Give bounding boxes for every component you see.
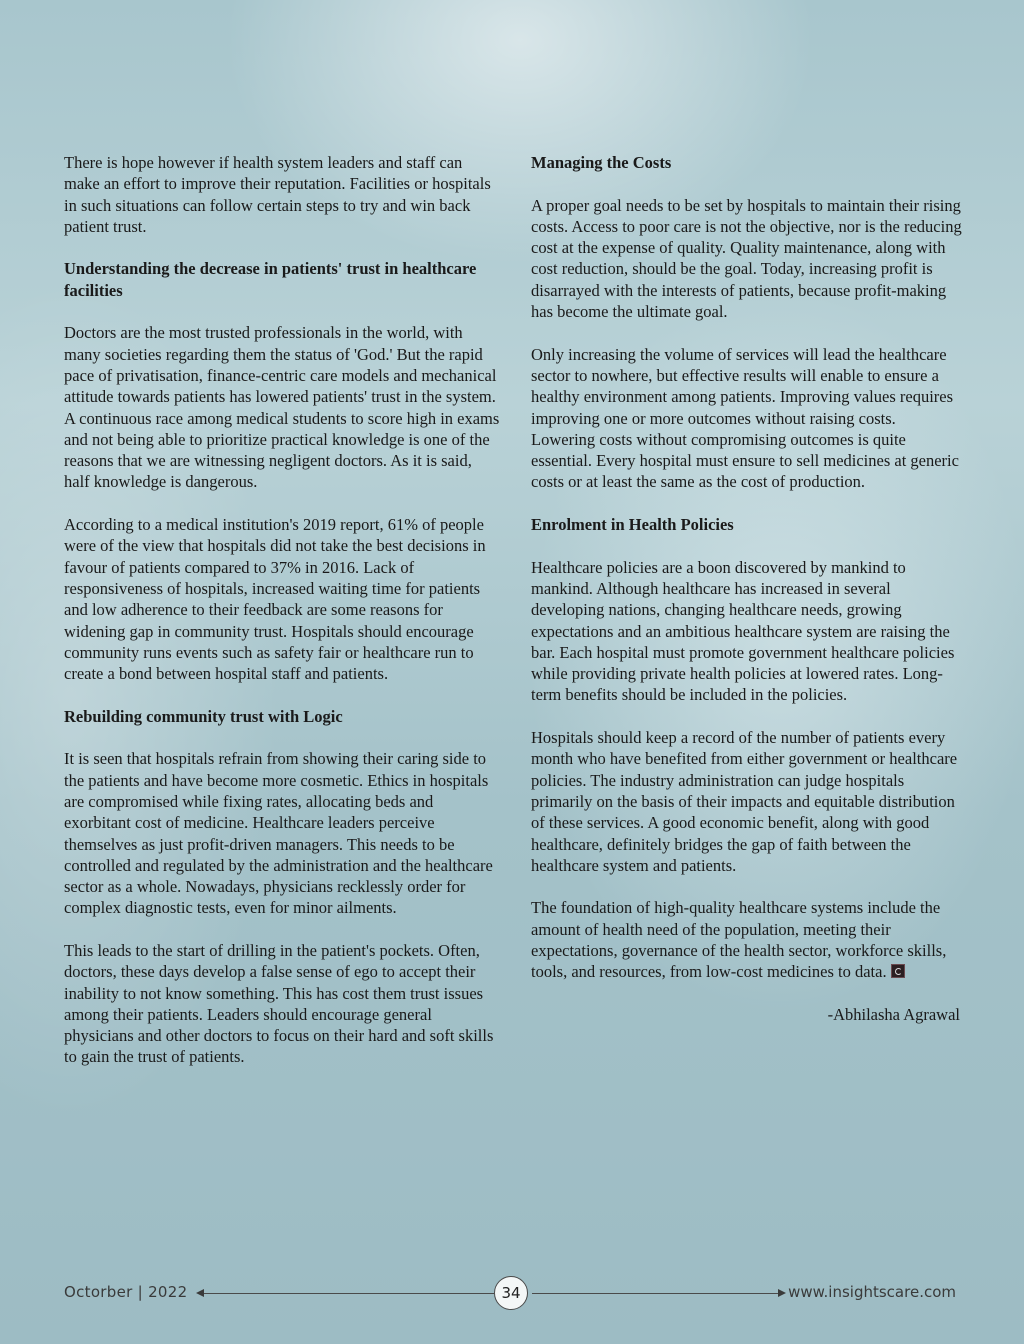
website-link[interactable]: www.insightscare.com — [788, 1283, 956, 1301]
final-paragraph — [531, 897, 963, 982]
paragraph: There is hope however if health system leaders and staff can make an effort to improve their reputation. Facilities or hospitals in such situations can follow certain steps to try and win back patient trust. — [64, 153, 491, 236]
paragraph: Healthcare policies are a boon discovered by mankind to mankind. Although healthcare has increased in several developing nations, changing healthcare needs, growing expectations and an ambitious healthcare system are raising the bar. Each hospital must promote government healthcare policies while providing private health policies at lowered rates. Long-term benefits should be included in the policies. — [531, 557, 955, 705]
paragraph-text: The foundation of high-quality healthcare systems include the amount of health need of the population, meeting their expectations, governance of the health sector, workforce skills, tools, and resources, from low-cost medicines to data. — [531, 898, 947, 982]
section-heading-health-policies: Enrolment in Health Policies — [531, 515, 734, 535]
paragraph: This leads to the start of drilling in the patient's pockets. Often, doctors, these days develop a false sense of ego to accept their inability to not know something. This has cost them trust issues among their patients. Leaders should encourage general physicians and other doctors to focus on their hard and soft skills to gain the trust of patients. — [64, 940, 494, 1067]
paragraph: It is seen that hospitals refrain from showing their caring side to the patients and have become more cosmetic. Ethics in hospitals are compromised while fixing rates, allocating beds and exorbitant cost of medicine. Healthcare leaders perceive themselves as just profit-driven managers. This needs to be controlled and regulated by the administration and the healthcare sector as a whole. Nowadays, physicians recklessly order for complex diagnostic tests, even for minor ailments. — [64, 749, 493, 918]
footer-divider-right — [532, 1293, 778, 1294]
article-end-mark-icon — [891, 964, 905, 978]
issue-date: Octorber | 2022 — [64, 1283, 188, 1301]
paragraph: Only increasing the volume of services will lead the healthcare sector to nowhere, but effective results will enable to ensure a healthy environment among patients. Improving values requires improving one or more outcomes without raising costs. Lowering costs without compromising outcomes is quite essential. Every hospital must ensure to sell medicines at generic costs or at least the same as the cost of production. — [531, 344, 959, 492]
paragraph: A proper goal needs to be set by hospitals to maintain their rising costs. Access to poor care is not the objective, nor is the reducing cost at the expense of quality. Quality maintenance, along with cost reduction, should be the goal. Today, increasing profit is disarrayed with the interests of patients, because profit-making has become the ultimate goal. — [531, 195, 962, 322]
paragraph: According to a medical institution's 2019 report, 61% of people were of the view that hospitals did not take the best decisions in favour of patients compared to 37% in 2016. Lack of responsiveness of hospitals, increased waiting time for patients and low adherence to their feedback are some reasons for widening gap in community trust. Hospitals should encourage community runs events such as safety fair or healthcare run to create a bond between hospital staff and patients. — [64, 515, 486, 684]
paragraph: Hospitals should keep a record of the number of patients every month who have benefited from either government or healthcare policies. The industry administration can judge hospitals primarily on the basis of their impacts and equitable distribution of these services. A good economic benefit, along with good healthcare, definitely bridges the gap of faith between the healthcare system and patients. — [531, 728, 958, 875]
footer-divider-left — [204, 1293, 494, 1294]
author-byline: -Abhilasha Agrawal — [827, 1004, 960, 1024]
page-number: 34 — [494, 1276, 528, 1310]
left-column — [64, 152, 500, 1089]
section-heading-managing-costs: Managing the Costs — [531, 153, 672, 172]
arrow-left-icon — [196, 1289, 204, 1297]
arrow-right-icon — [778, 1289, 786, 1297]
section-heading-trust-decrease: Understanding the decrease in patients' trust in healthcare facilities — [64, 259, 477, 300]
paragraph: Doctors are the most trusted professionals in the world, with many societies regarding them the status of 'God.' But the rapid pace of privatisation, finance-centric care models and mechanical attitude towards patients has lowered patients' trust in the system. A continuous race among medical students to score high in exams and not being able to prioritize practical knowledge is one of the reasons that we are witnessing negligent doctors. As it is said, half knowledge is dangerous. — [64, 323, 500, 492]
page-footer — [0, 1276, 1024, 1310]
section-heading-rebuilding-trust: Rebuilding community trust with Logic — [64, 706, 343, 726]
right-column — [531, 152, 963, 1046]
